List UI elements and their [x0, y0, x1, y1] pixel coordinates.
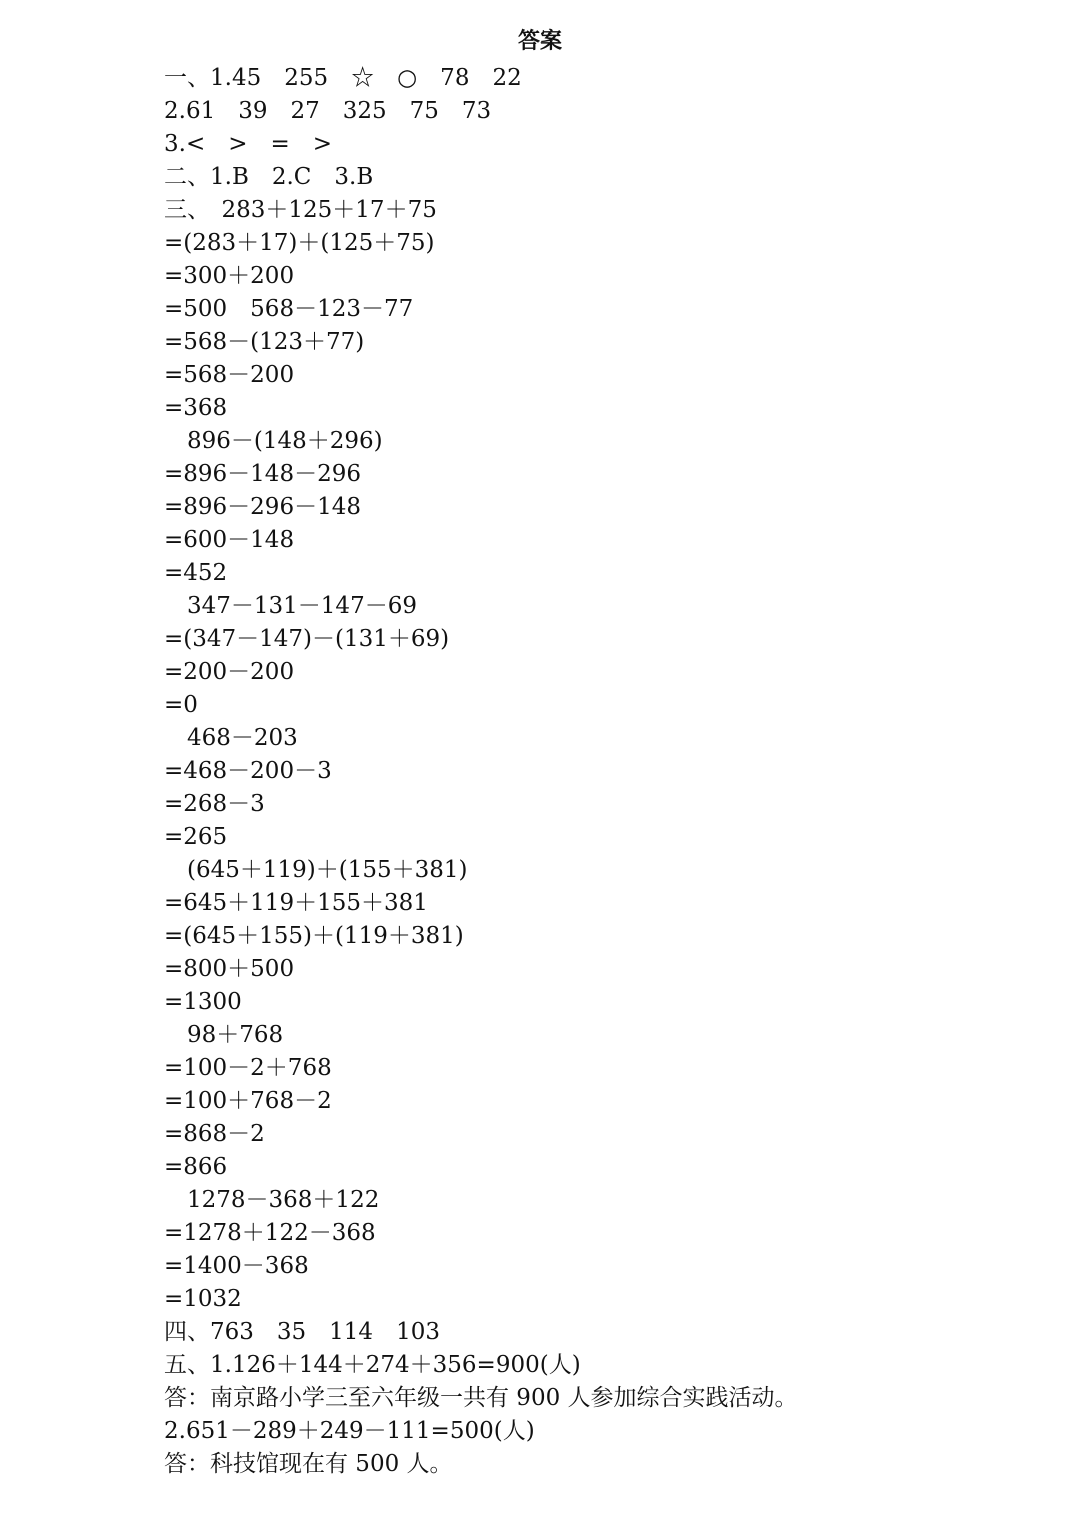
answer-line: =1278＋122－368: [164, 1220, 376, 1246]
answer-line: =268－3: [164, 791, 265, 817]
answer-line: 四、763 35 114 103: [164, 1319, 440, 1345]
answer-line: 一、1.45 255 ☆ ○ 78 22: [164, 65, 522, 91]
answer-line: (645＋119)＋(155＋381): [164, 857, 468, 883]
answer-line: =645＋119＋155＋381: [164, 890, 428, 916]
answer-line: 98＋768: [164, 1022, 284, 1048]
answer-line: =1400－368: [164, 1253, 309, 1279]
answer-line: 答：南京路小学三至六年级一共有 900 人参加综合实践活动。: [164, 1385, 798, 1411]
answer-line: =800＋500: [164, 956, 295, 982]
answer-line: 答：科技馆现在有 500 人。: [164, 1451, 453, 1477]
answer-line: =368: [164, 395, 228, 421]
answer-line: =452: [164, 560, 228, 586]
answer-line: 896－(148＋296): [164, 428, 383, 454]
answer-line: =300＋200: [164, 263, 295, 289]
answer-line: =0: [164, 692, 198, 718]
answer-line: =500 568－123－77: [164, 296, 414, 322]
answer-line: =1032: [164, 1286, 242, 1312]
answer-line: =(283＋17)＋(125＋75): [164, 230, 435, 256]
answer-line: 二、1.B 2.C 3.B: [164, 164, 374, 190]
answer-line: =(645＋155)＋(119＋381): [164, 923, 464, 949]
page-title: 答案: [517, 29, 562, 54]
answer-line: =568－200: [164, 362, 295, 388]
answer-line: 三、 283＋125＋17＋75: [164, 197, 437, 223]
answer-line: =600－148: [164, 527, 295, 553]
answer-line: 五、1.126＋144＋274＋356=900(人): [164, 1352, 581, 1378]
answer-line: =868－2: [164, 1121, 265, 1147]
answer-line: =468－200－3: [164, 758, 332, 784]
answer-line: =896－296－148: [164, 494, 361, 520]
answer-line: 1278－368＋122: [164, 1187, 380, 1213]
answer-line: =896－148－296: [164, 461, 361, 487]
answer-line: =866: [164, 1154, 228, 1180]
answer-line: =100＋768－2: [164, 1088, 332, 1114]
answer-line: 347－131－147－69: [164, 593, 417, 619]
answer-line: =568－(123＋77): [164, 329, 365, 355]
answer-lines: [164, 62, 1044, 1481]
answer-line: 3.< > = >: [164, 131, 333, 157]
answer-line: 2.651－289＋249－111=500(人): [164, 1418, 535, 1444]
answer-line: =1300: [164, 989, 242, 1015]
answer-line: =265: [164, 824, 228, 850]
answer-line: 468－203: [164, 725, 298, 751]
answer-line: 2.61 39 27 325 75 73: [164, 98, 492, 124]
answer-line: =200－200: [164, 659, 295, 685]
answer-line: =100－2＋768: [164, 1055, 332, 1081]
answer-line: =(347－147)－(131＋69): [164, 626, 450, 652]
